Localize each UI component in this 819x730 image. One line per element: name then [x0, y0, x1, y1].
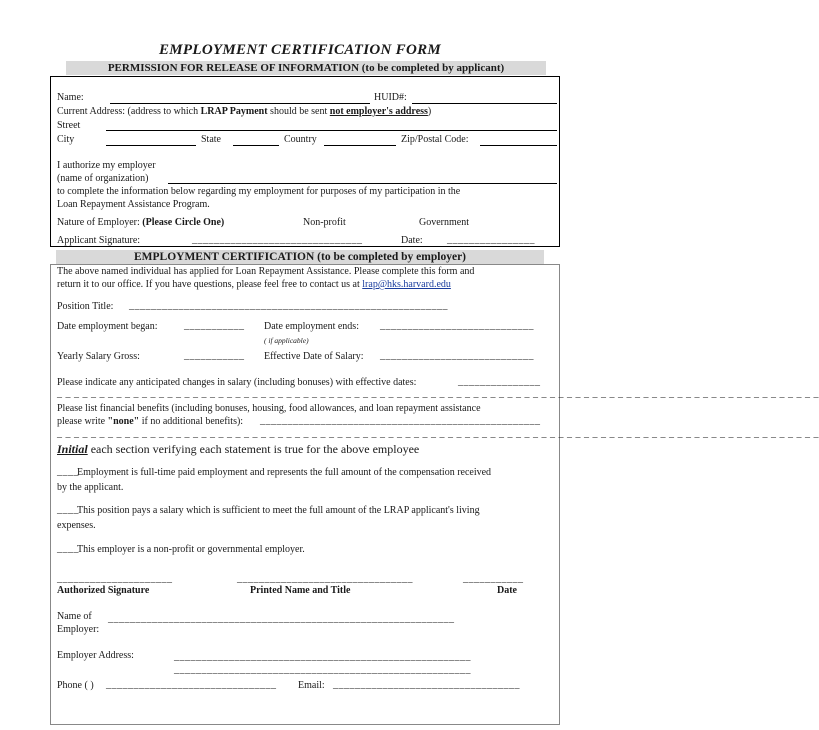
employer-address-label: Employer Address: [57, 650, 134, 661]
country-field[interactable] [324, 145, 396, 146]
salary-changes-field-2[interactable]: _ _ _ _ _ _ _ _ _ _ _ _ _ _ _ _ _ _ _ _ _ _ _ _ _ _ _ _ _ _ _ _ _ _ _ _ _ _ _ _ _ _ _ _ _ _ _ _ _ _ _ _ _ _ _ _ _ _ _ _ _ _ _ _ _ _ _ _ _ _ _ _ _ _ _ _ _ _ _ _ _ _ _ _ _ _ _ _ _ _ [57, 388, 819, 399]
statement-2-line-1: This position pays a salary which is sufficient to meet the full amount of the LRAP applicant's living [77, 505, 480, 516]
option-nonprofit[interactable]: Non-profit [303, 217, 346, 228]
initial-blank-1[interactable]: ____ [57, 466, 79, 477]
nature-of-employer [57, 217, 224, 229]
street-field[interactable] [106, 130, 557, 131]
nature-label: Nature of Employer: [57, 217, 143, 228]
if-applicable-note: ( if applicable) [264, 336, 309, 345]
signature-date-field[interactable]: ___________ [463, 573, 524, 584]
city-label: City [57, 134, 75, 145]
benefits-pre: please write [57, 416, 108, 427]
applicant-date-label: Date: [401, 235, 423, 246]
city-field[interactable] [106, 145, 196, 146]
section2-header: EMPLOYMENT CERTIFICATION (to be completed by employer) [56, 250, 544, 264]
phone-label: Phone ( ) [57, 680, 94, 691]
complete-text-2: Loan Repayment Assistance Program. [57, 199, 210, 210]
employer-name-field[interactable]: _______________________________________________________________ [108, 613, 455, 624]
state-field[interactable] [233, 145, 279, 146]
initial-blank-2[interactable]: ____ [57, 504, 79, 515]
address-pre: Current Address: (address to which [57, 106, 201, 117]
statement-2-line-2: expenses. [57, 520, 96, 531]
printed-name-field[interactable]: ________________________________ [237, 573, 413, 584]
nature-circle-one: (Please Circle One) [142, 217, 225, 228]
benefits-post: if no additional benefits): [139, 416, 244, 427]
name-field[interactable] [110, 103, 370, 104]
salary-changes-label: Please indicate any anticipated changes in salary (including bonuses) with effective dates: [57, 377, 417, 388]
applicant-signature-field[interactable]: _______________________________ [192, 234, 363, 245]
employer-address-field-2[interactable]: ______________________________________________________ [174, 664, 471, 675]
statement-1-line-2: by the applicant. [57, 482, 124, 493]
option-government[interactable]: Government [419, 217, 469, 228]
address-bold: LRAP Payment [200, 106, 268, 117]
organization-caption: (name of organization) [57, 173, 149, 184]
initial-instruction [57, 442, 419, 456]
employment-began-field[interactable]: ___________ [184, 320, 245, 331]
section1-header: PERMISSION FOR RELEASE OF INFORMATION (to be completed by applicant) [66, 61, 546, 75]
employment-began-label: Date employment began: [57, 321, 158, 332]
initial-word: Initial [57, 442, 88, 456]
name-label: Name: [57, 92, 84, 103]
zip-field[interactable] [480, 145, 557, 146]
benefits-text-2 [57, 416, 243, 428]
employer-address-field-1[interactable]: ______________________________________________________ [174, 651, 471, 662]
benefits-field[interactable]: ___________________________________________________ [260, 415, 541, 426]
salary-changes-field[interactable]: _______________ [458, 376, 541, 387]
position-title-field[interactable]: __________________________________________________________ [129, 300, 448, 311]
position-title-label: Position Title: [57, 301, 114, 312]
state-label: State [201, 134, 221, 145]
authorized-signature-field[interactable]: _____________________ [57, 573, 173, 584]
name-of-employer-label-2: Employer: [57, 624, 100, 635]
address-mid: should be sent [267, 106, 330, 117]
salary-field[interactable]: ___________ [184, 350, 245, 361]
address-instruction [57, 106, 431, 118]
intro-text-2-pre: return it to our office. If you have questions, please feel free to contact us at [57, 279, 363, 290]
name-of-employer-label-1: Name of [57, 611, 92, 622]
authorize-text: I authorize my employer [57, 160, 156, 171]
applicant-date-field[interactable]: ________________ [447, 234, 535, 245]
employment-ends-field[interactable]: ____________________________ [380, 320, 534, 331]
statement-3-line-1: This employer is a non-profit or governmental employer. [77, 544, 305, 555]
printed-name-label: Printed Name and Title [250, 585, 351, 596]
email-field[interactable]: __________________________________ [333, 679, 520, 690]
effective-date-label: Effective Date of Salary: [264, 351, 364, 362]
benefits-none: "none" [107, 416, 140, 427]
form-title: EMPLOYMENT CERTIFICATION FORM [158, 42, 442, 58]
organization-field[interactable] [168, 183, 557, 184]
zip-label: Zip/Postal Code: [401, 134, 469, 145]
huid-label: HUID#: [374, 92, 407, 103]
employment-ends-label: Date employment ends: [264, 321, 359, 332]
intro-text-1: The above named individual has applied for Loan Repayment Assistance. Please complete this form and [57, 266, 475, 277]
salary-label: Yearly Salary Gross: [57, 351, 140, 362]
street-label: Street [57, 120, 81, 131]
statement-1-line-1: Employment is full-time paid employment and represents the full amount of the compensation received [77, 467, 492, 478]
email-label: Email: [298, 680, 325, 691]
effective-date-field[interactable]: ____________________________ [380, 350, 534, 361]
signature-date-label: Date [497, 585, 517, 596]
applicant-signature-label: Applicant Signature: [57, 235, 141, 246]
address-not-employer: not employer's address [329, 106, 428, 117]
benefits-field-2[interactable]: _ _ _ _ _ _ _ _ _ _ _ _ _ _ _ _ _ _ _ _ _ _ _ _ _ _ _ _ _ _ _ _ _ _ _ _ _ _ _ _ _ _ _ _ _ _ _ _ _ _ _ _ _ _ _ _ _ _ _ _ _ _ _ _ _ _ _ _ _ _ _ _ _ _ _ _ _ _ _ _ _ _ _ _ _ _ _ _ _ _ [57, 428, 819, 439]
address-post: ) [427, 106, 432, 117]
authorized-signature-label: Authorized Signature [57, 585, 150, 596]
benefits-text-1: Please list financial benefits (including bonuses, housing, food allowances, and loan repayment assistance [57, 403, 481, 414]
complete-text-1: to complete the information below regarding my employment for purposes of my participation in the [57, 186, 461, 197]
intro-text-2 [57, 279, 451, 291]
contact-email-link[interactable]: lrap@hks.harvard.edu [362, 279, 451, 290]
initial-blank-3[interactable]: ____ [57, 543, 79, 554]
huid-field[interactable] [412, 103, 557, 104]
phone-field[interactable]: _______________________________ [106, 679, 277, 690]
initial-rest: each section verifying each statement is true for the above employee [87, 442, 420, 456]
country-label: Country [284, 134, 317, 145]
